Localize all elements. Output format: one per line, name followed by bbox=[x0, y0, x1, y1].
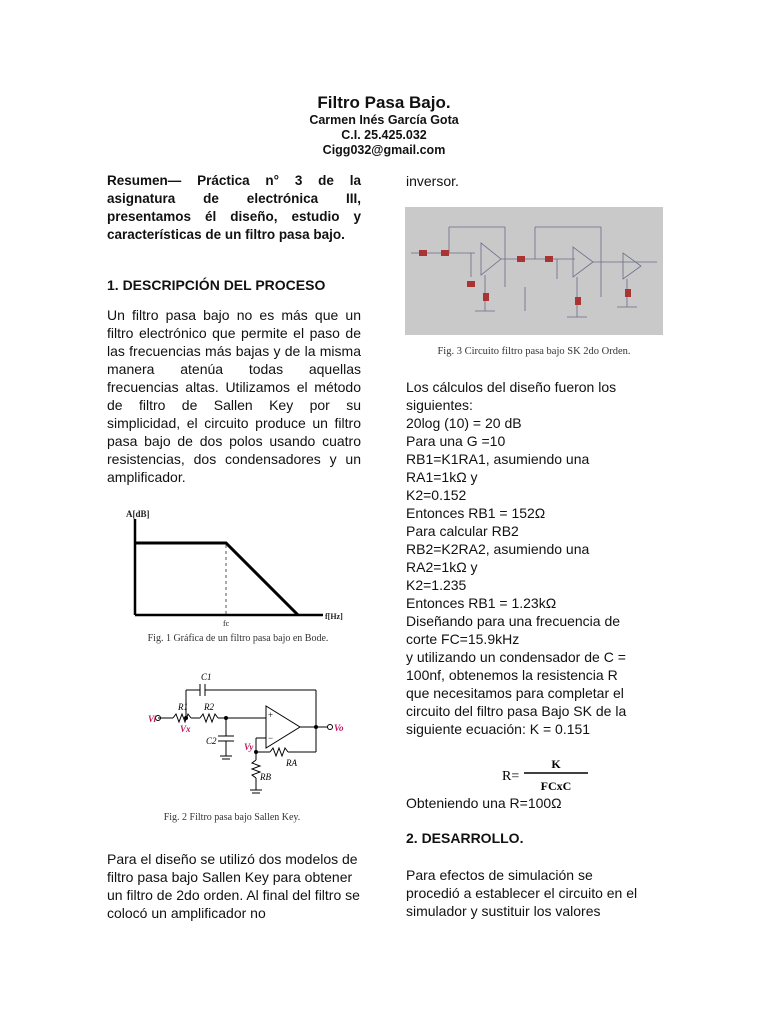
label-rb: RB bbox=[260, 772, 271, 782]
author-id: C.I. 25.425.032 bbox=[341, 128, 427, 142]
eq-numerator: K bbox=[551, 757, 561, 771]
equation-r bbox=[498, 748, 593, 796]
figure-3-simulation-circuit bbox=[405, 207, 663, 343]
label-c2: C2 bbox=[206, 736, 217, 746]
calc-line: Diseñando para una frecuencia de bbox=[406, 613, 621, 629]
left-bottom-paragraph: Para el diseño se utilizó dos modelos de filtro pasa bajo Sallen Key para obtener un filtro de 2do orden. Al final del filtro se colocó un amplificador no bbox=[107, 851, 360, 921]
section1-heading: 1. DESCRIPCIÓN DEL PROCESO bbox=[107, 277, 326, 293]
eq-lhs: R= bbox=[502, 769, 520, 784]
calc-line: siguiente ecuación: K = 0.151 bbox=[406, 721, 591, 737]
label-vx: Vx bbox=[180, 724, 191, 734]
section2-heading: 2. DESARROLLO. bbox=[406, 830, 524, 846]
label-c1: C1 bbox=[201, 672, 212, 682]
calc-line: K2=1.235 bbox=[406, 577, 467, 593]
fig1-ylabel: A[dB] bbox=[126, 509, 150, 519]
calc-line: RA2=1kΩ y bbox=[406, 559, 478, 575]
calc-line: Los cálculos del diseño fueron los bbox=[406, 379, 617, 395]
label-vi: Vi bbox=[148, 714, 157, 724]
fig1-xlabel: f[Hz] bbox=[325, 612, 343, 621]
fig1-fc-label: fc bbox=[223, 619, 230, 628]
calc-line: Para calcular RB2 bbox=[406, 523, 519, 539]
calc-line: 100nf, obtenemos la resistencia R bbox=[406, 667, 618, 683]
label-r2: R2 bbox=[204, 702, 214, 712]
calc-line: Para una G =10 bbox=[406, 433, 506, 449]
figure-2-sallen-key-circuit bbox=[148, 668, 348, 826]
result-line: Obteniendo una R=100Ω bbox=[406, 795, 562, 811]
calc-line: corte FC=15.9kHz bbox=[406, 631, 520, 647]
label-minus: − bbox=[268, 733, 274, 743]
calc-line: y utilizando un condensador de C = bbox=[406, 649, 626, 665]
label-ra: RA bbox=[286, 758, 297, 768]
calc-line: RB2=K2RA2, asumiendo una bbox=[406, 541, 590, 557]
calc-line: K2=0.152 bbox=[406, 487, 467, 503]
figure-1-bode-plot bbox=[118, 505, 358, 645]
calc-line: Entonces RB1 = 1.23kΩ bbox=[406, 595, 557, 611]
calc-line: circuito del filtro pasa Bajo SK de la bbox=[406, 703, 627, 719]
fig1-response-curve bbox=[135, 543, 298, 615]
calc-line: Entonces RB1 = 152Ω bbox=[406, 505, 546, 521]
calculations-block bbox=[406, 378, 666, 738]
calc-line: que necesitamos para completar el bbox=[406, 685, 624, 701]
right-continuation: inversor. bbox=[406, 173, 459, 189]
paper-title: Filtro Pasa Bajo. bbox=[317, 93, 451, 112]
fig2-caption: Fig. 2 Filtro pasa bajo Sallen Key. bbox=[163, 812, 301, 823]
calc-line: 20log (10) = 20 dB bbox=[406, 415, 522, 431]
label-plus: + bbox=[268, 710, 274, 720]
section1-body: Un filtro pasa bajo no es más que un filtro electrónico que permite el paso de las frecuencias más bajas y de la misma manera atenúa todas aquellas frecuencias altas. Utilizamos el método de filtro de Sallen Key por su simplicidad, el circuito produce un filtro pasa bajo de dos polos usando cuatro resistencias, dos condensadores y un amplificador. bbox=[107, 307, 361, 485]
section2-body bbox=[406, 866, 666, 920]
label-vo: Vo bbox=[334, 723, 344, 733]
calc-line: siguientes: bbox=[406, 397, 473, 413]
section2-line: procedió a establecer el circuito en el bbox=[406, 885, 638, 901]
abstract: Resumen— Práctica n° 3 de la asignatura de electrónica III, presentamos él diseño, estudio y características de un filtro pasa bajo. bbox=[107, 173, 361, 242]
eq-denominator: FCxC bbox=[540, 779, 572, 793]
section2-line: simulador y sustituir los valores bbox=[406, 903, 601, 919]
label-vy: Vy bbox=[244, 742, 254, 752]
left-column bbox=[107, 172, 361, 485]
fig3-caption: Fig. 3 Circuito filtro pasa bajo SK 2do Orden. bbox=[437, 346, 631, 357]
label-r1: R1 bbox=[178, 702, 188, 712]
calc-line: RA1=1kΩ y bbox=[406, 469, 478, 485]
section2-line: Para efectos de simulación se bbox=[406, 867, 593, 883]
fig1-caption: Fig. 1 Gráfica de un filtro pasa bajo en Bode. bbox=[147, 633, 329, 644]
calc-line: RB1=K1RA1, asumiendo una bbox=[406, 451, 590, 467]
author-name: Carmen Inés García Gota bbox=[309, 113, 459, 127]
author-email: Cigg032@gmail.com bbox=[322, 143, 446, 157]
